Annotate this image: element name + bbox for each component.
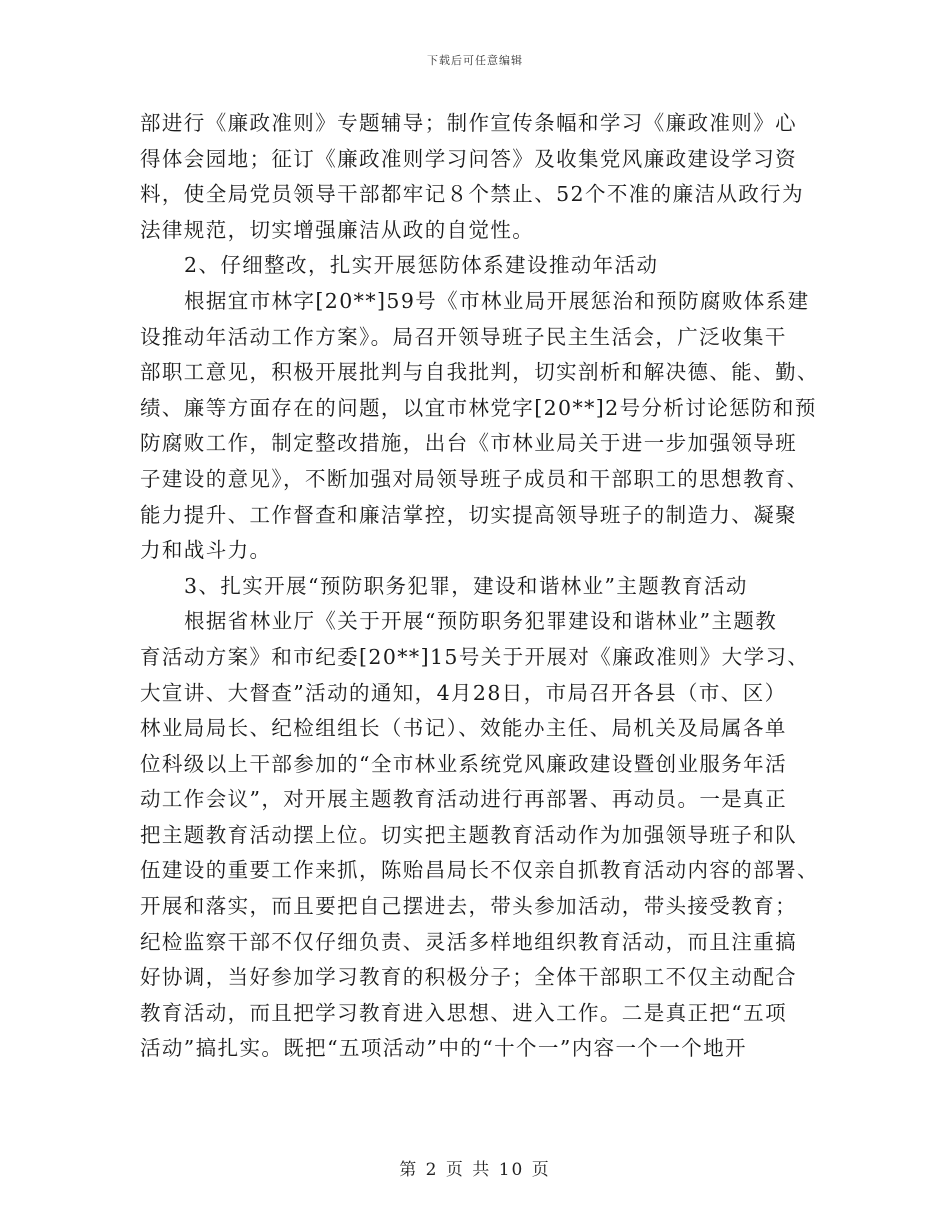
text-line: 活动”搞扎实。既把“五项活动”中的“十个一”内容一个一个地开: [140, 1036, 747, 1061]
text-line: 开展和落实，而且要把自己摆进去，带头参加活动，带头接受教育；: [140, 894, 797, 919]
text-line: 能力提升、工作督查和廉洁掌控，切实提高领导班子的制造力、凝聚: [140, 502, 797, 527]
text-line: 教育活动，而且把学习教育进入思想、进入工作。二是真正把“五项: [140, 1000, 787, 1025]
text-line: 动工作会议”，对开展主题教育活动进行再部署、再动员。一是真正: [140, 787, 787, 812]
text-line: 好协调，当好参加学习教育的积极分子；全体干部职工不仅主动配合: [140, 965, 797, 990]
section-heading-3: [140, 569, 808, 605]
document-body: [140, 106, 819, 1067]
text-line: 部进行《廉政准则》专题辅导；制作宣传条幅和学习《廉政准则》心: [140, 111, 797, 135]
text-line: 根据宜市林字[20**]59号《市林业局开展惩治和预防腐败体系建: [184, 288, 810, 313]
text-line: 伍建设的重要工作来抓，陈贻昌局长不仅亲自抓教育活动内容的部署、: [140, 858, 819, 883]
text-line: 力和战斗力。: [140, 538, 272, 563]
text-line: 绩、廉等方面存在的问题，以宜市林党字[20**]2号分析讨论惩防和预: [140, 395, 817, 420]
text-line: 大宣讲、大督查”活动的通知，4月28日，市局召开各县（市、区）: [140, 680, 787, 705]
heading-text: 2、仔细整改，扎实开展惩防体系建设推动年活动: [184, 253, 659, 278]
text-line: 位科级以上干部参加的“全市林业系统党风廉政建设暨创业服务年活: [140, 751, 787, 776]
text-line: 育活动方案》和市纪委[20**]15号关于开展对《廉政准则》大学习、: [140, 644, 810, 669]
text-line: 设推动年活动工作方案》。局召开领导班子民主生活会，广泛收集干: [140, 324, 787, 349]
paragraph-2: [140, 284, 819, 569]
text-line: 料，使全局党员领导干部都牢记８个禁止、52个不准的廉洁从政行为: [140, 182, 804, 207]
text-line: 根据省林业厅《关于开展“预防职务犯罪建设和谐林业”主题教: [184, 609, 778, 634]
text-line: 部职工意见，积极开展批判与自我批判，切实剖析和解决德、能、勤、: [140, 360, 819, 385]
text-line: 纪检监察干部不仅仔细负责、灵活多样地组织教育活动，而且注重搞: [140, 929, 797, 954]
paragraph-1: [140, 106, 808, 248]
text-line: 子建设的意见》，不断加强对局领导班子成员和干部职工的思想教育、: [140, 466, 809, 491]
page-header: 下载后可任意编辑: [427, 54, 523, 67]
text-line: 把主题教育活动摆上位。切实把主题教育活动作为加强领导班子和队: [140, 822, 797, 847]
heading-text: 3、扎实开展“预防职务犯罪，建设和谐林业”主题教育活动: [184, 573, 748, 598]
text-line: 得体会园地；征订《廉政准则学习问答》及收集党风廉政建设学习资: [140, 146, 797, 171]
page-number-footer: 第 2 页 共 10 页: [399, 1160, 551, 1180]
text-line: 防腐败工作，制定整改措施，出台《市林业局关于进一步加强领导班: [140, 431, 797, 456]
paragraph-3: [140, 604, 819, 1067]
text-line: 林业局局长、纪检组组长（书记）、效能办主任、局机关及局属各单: [140, 716, 787, 741]
text-line: 法律规范，切实增强廉洁从政的自觉性。: [140, 217, 535, 242]
section-heading-2: [140, 248, 808, 284]
